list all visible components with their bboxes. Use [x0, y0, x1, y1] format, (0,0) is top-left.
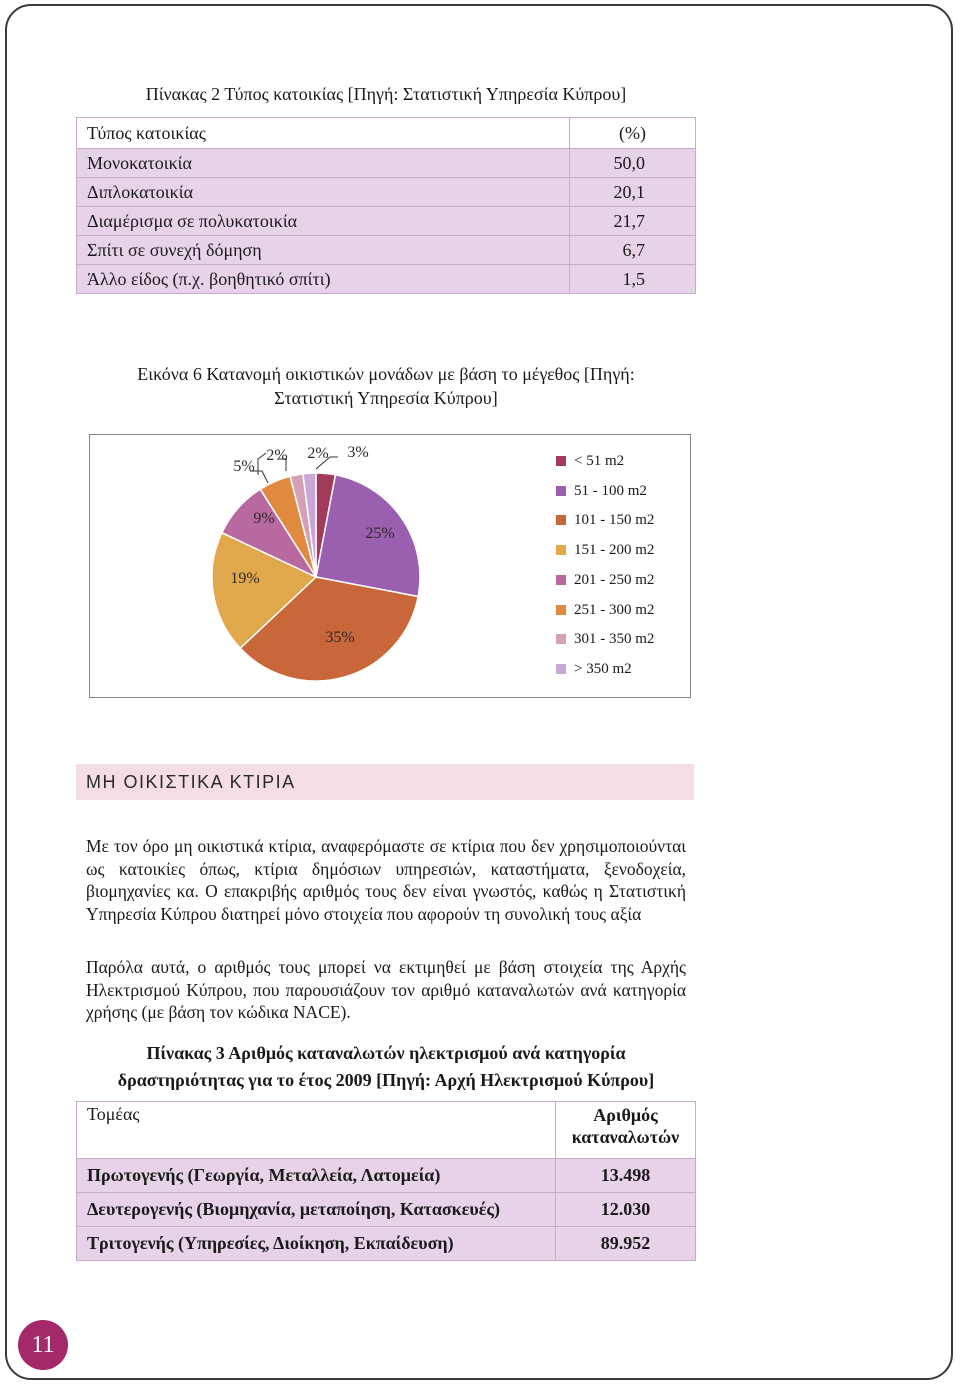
legend-label: > 350 m2	[574, 660, 632, 677]
header-value	[556, 1102, 696, 1159]
table-row	[77, 1193, 696, 1227]
slice-label: 35%	[325, 629, 355, 646]
electricity-consumers-table	[76, 1101, 696, 1261]
pie-chart-svg	[90, 435, 690, 697]
slice-label: 19%	[230, 570, 260, 587]
legend-label: 151 - 200 m2	[574, 542, 655, 559]
row-label: Διπλοκατοικία	[77, 178, 570, 207]
row-label: Άλλο είδος (π.χ. βοηθητικό σπίτι)	[77, 265, 570, 294]
section-title: ΜΗ ΟΙΚΙΣΤΙΚΑ ΚΤΙΡΙΑ	[76, 764, 694, 800]
row-value: 89.952	[556, 1227, 696, 1261]
header-value-line1: Αριθμός	[593, 1105, 658, 1125]
table-row	[77, 1227, 696, 1261]
slice-label: 25%	[365, 525, 395, 542]
row-value: 13.498	[556, 1159, 696, 1193]
legend-swatch	[556, 515, 566, 525]
paragraph-1: Με τον όρο μη οικιστικά κτίρια, αναφερόμαστε σε κτίρια που δεν χρησιμοποιούνται ως κατοικίες όπως, κτίρια δημόσιων υπηρεσιών, καταστήματα, ξενοδοχεία, βιομηχανίες κα. Ο επακριβής αριθμός τους δεν είναι γνωστός, καθώς η Στατιστική Υπηρεσία Κύπρου διατηρεί μόνο στοιχεία που αφορούν τη συνολική τους αξία	[86, 836, 686, 924]
legend-label: < 51 m2	[574, 453, 625, 469]
row-value: 21,7	[570, 207, 696, 236]
page-number-badge: 11	[18, 1320, 68, 1370]
slice-label: 2%	[266, 447, 288, 464]
table-row	[77, 236, 696, 265]
legend-swatch	[556, 664, 566, 674]
slice-label: 3%	[347, 444, 369, 461]
housing-type-table	[76, 117, 696, 294]
row-value: 1,5	[570, 265, 696, 294]
row-label: Σπίτι σε συνεχή δόμηση	[77, 236, 570, 265]
legend-label: 251 - 300 m2	[574, 601, 655, 618]
row-label: Μονοκατοικία	[77, 149, 570, 178]
table-header-row	[77, 1102, 696, 1159]
legend-label: 101 - 150 m2	[574, 512, 655, 529]
table3-caption-line1: Πίνακας 3 Αριθμός καταναλωτών ηλεκτρισμού ανά κατηγορία	[146, 1043, 626, 1063]
table3-caption	[86, 1040, 686, 1094]
header-label: Τομέας	[77, 1102, 556, 1159]
row-label: Πρωτογενής (Γεωργία, Μεταλλεία, Λατομεία)	[77, 1159, 556, 1193]
legend-swatch	[556, 456, 566, 466]
paragraph-2: Παρόλα αυτά, ο αριθμός τους μπορεί να εκτιμηθεί με βάση στοιχεία της Αρχής Ηλεκτρισμού Κύπρου, που παρουσιάζουν τον αριθμό καταναλωτών ανά κατηγορία χρήσης (με βάση τον κώδικα NACE).	[86, 957, 686, 1022]
table-row	[77, 178, 696, 207]
slice-label: 9%	[253, 510, 275, 527]
table-row	[77, 1159, 696, 1193]
row-value: 6,7	[570, 236, 696, 265]
legend-label: 301 - 350 m2	[574, 631, 655, 648]
table-row	[77, 149, 696, 178]
legend-swatch	[556, 575, 566, 585]
figure6-caption-line1: Εικόνα 6 Κατανομή οικιστικών μονάδων με βάση το μέγεθος [Πηγή:	[137, 364, 635, 384]
table-header-row	[77, 118, 696, 149]
pie-chart	[89, 434, 691, 698]
row-value: 50,0	[570, 149, 696, 178]
table-row	[77, 265, 696, 294]
legend-swatch	[556, 634, 566, 644]
row-label: Τριτογενής (Υπηρεσίες, Διοίκηση, Εκπαίδευση)	[77, 1227, 556, 1261]
legend-label: 201 - 250 m2	[574, 571, 655, 588]
table-row	[77, 207, 696, 236]
table3-caption-line2: δραστηριότητας για το έτος 2009 [Πηγή: Αρχή Ηλεκτρισμού Κύπρου]	[117, 1070, 655, 1090]
legend-swatch	[556, 545, 566, 555]
row-label: Διαμέρισμα σε πολυκατοικία	[77, 207, 570, 236]
header-value-line2: καταναλωτών	[571, 1127, 680, 1147]
slice-label: 5%	[233, 458, 255, 475]
figure6-caption-line2: Στατιστική Υπηρεσία Κύπρου]	[274, 388, 498, 408]
row-value: 20,1	[570, 178, 696, 207]
header-label: Τύπος κατοικίας	[77, 118, 570, 149]
legend-swatch	[556, 486, 566, 496]
table2-caption: Πίνακας 2 Τύπος κατοικίας [Πηγή: Στατιστική Υπηρεσία Κύπρου]	[145, 84, 627, 104]
header-value: (%)	[570, 118, 696, 149]
slice-label: 2%	[307, 445, 329, 462]
legend-label: 51 - 100 m2	[574, 482, 647, 499]
row-value: 12.030	[556, 1193, 696, 1227]
legend-swatch	[556, 605, 566, 615]
row-label: Δευτερογενής (Βιομηχανία, μεταποίηση, Κατασκευές)	[77, 1193, 556, 1227]
